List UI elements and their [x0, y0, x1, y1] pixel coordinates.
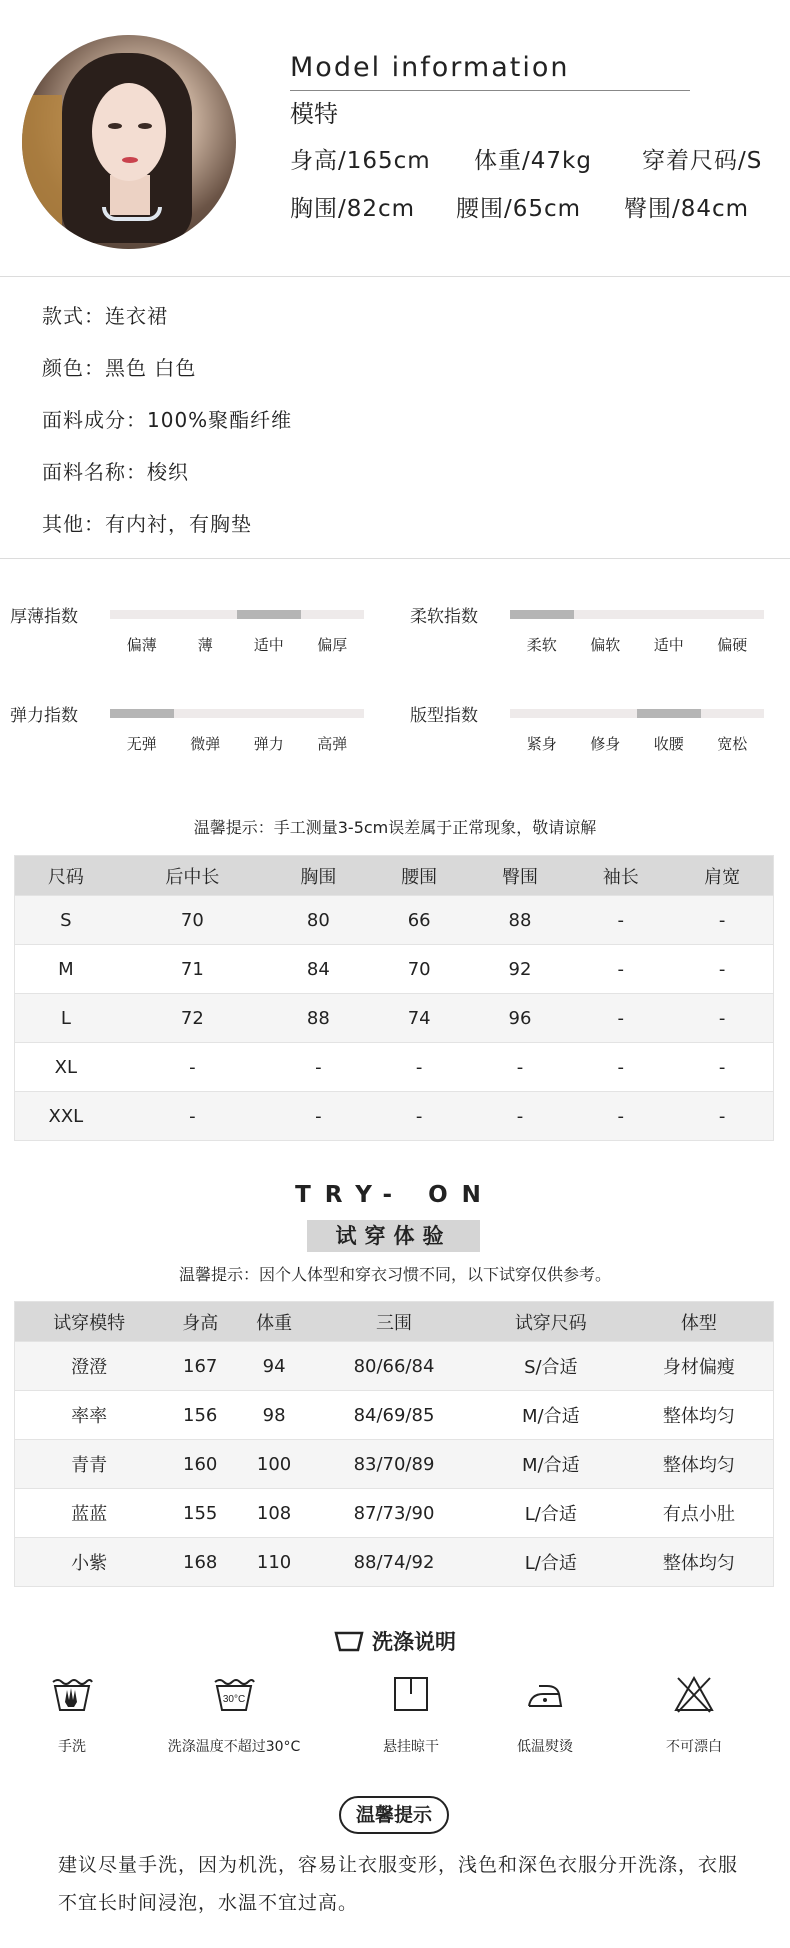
table-cell: - [570, 1043, 671, 1092]
size-note: 温馨提示：手工测量3-5cm误差属于正常现象，敬请谅解 [193, 818, 597, 837]
index-tick: 宽松 [717, 735, 748, 753]
table-row [15, 1538, 774, 1587]
model-photo [22, 35, 236, 249]
tips-text: 建议尽量手洗，因为机洗，容易让衣服变形，浅色和深色衣服分开洗涤，衣服不宜长时间浸泡，水温不宜过高。 [58, 1854, 739, 1914]
table-cell: M/合适 [477, 1440, 625, 1489]
table-cell: 72 [117, 994, 268, 1043]
table-cell: - [570, 896, 671, 945]
table-cell: 80/66/84 [311, 1342, 477, 1391]
index-level [110, 709, 174, 718]
table-cell: 小紫 [15, 1538, 164, 1587]
table-cell: - [470, 1043, 571, 1092]
index-tick: 柔软 [526, 636, 557, 654]
column-header: 胸围 [268, 856, 369, 896]
table-cell: - [570, 1092, 671, 1141]
wash-label-bleach: 不可漂白 [666, 1739, 722, 1755]
attr-fabric: 面料名称：梭织 [42, 460, 189, 484]
index-name: 柔软指数 [410, 607, 478, 627]
table-cell: - [117, 1043, 268, 1092]
table-cell: - [470, 1092, 571, 1141]
table-cell: 70 [117, 896, 268, 945]
index-3 [410, 701, 790, 781]
column-header: 臀围 [470, 856, 571, 896]
index-1 [410, 602, 790, 682]
column-header: 体重 [237, 1302, 311, 1342]
table-cell: 155 [163, 1489, 237, 1538]
wash-label-30: 洗涤温度不超过30°C [167, 1739, 301, 1755]
table-cell: S [15, 896, 117, 945]
table-cell: L/合适 [477, 1538, 625, 1587]
index-name: 版型指数 [410, 706, 478, 726]
index-tick: 偏薄 [126, 636, 157, 654]
table-row [15, 1391, 774, 1440]
table-cell: - [268, 1043, 369, 1092]
index-tick: 高弹 [317, 735, 348, 753]
model-stats-row-2 [290, 190, 749, 223]
table-cell: 整体均匀 [625, 1538, 774, 1587]
index-tick: 适中 [253, 636, 284, 654]
table-row [15, 896, 774, 945]
model-section [0, 0, 790, 276]
column-header: 后中长 [117, 856, 268, 896]
wash-item-30 [144, 1670, 324, 1756]
table-cell: 整体均匀 [625, 1391, 774, 1440]
table-cell: 80 [268, 896, 369, 945]
column-header: 身高 [163, 1302, 237, 1342]
model-size: 穿着尺码/S [642, 148, 763, 174]
attr-composition: 面料成分：100%聚酯纤维 [42, 408, 293, 432]
table-cell: 96 [470, 994, 571, 1043]
column-header: 肩宽 [671, 856, 773, 896]
attr-color: 颜色：黑色 白色 [42, 356, 197, 380]
table-cell: 66 [369, 896, 470, 945]
table-cell: 整体均匀 [625, 1440, 774, 1489]
table-cell: - [671, 1043, 773, 1092]
table-cell: XXL [15, 1092, 117, 1141]
model-info-title: Model information [290, 52, 570, 83]
table-cell: M/合适 [477, 1391, 625, 1440]
table-cell: 澄澄 [15, 1342, 164, 1391]
tips-title: 温馨提示 [339, 1796, 449, 1834]
table-row [15, 1092, 774, 1141]
wash-item-bleach [604, 1670, 784, 1756]
wash-30-icon-text: 30°C [222, 1694, 246, 1705]
table-cell: - [369, 1043, 470, 1092]
table-cell: - [671, 896, 773, 945]
table-cell: 88/74/92 [311, 1538, 477, 1587]
model-waist: 腰围/65cm [456, 196, 582, 222]
table-cell: L/合适 [477, 1489, 625, 1538]
table-cell: 92 [470, 945, 571, 994]
table-cell: XL [15, 1043, 117, 1092]
table-cell: 100 [237, 1440, 311, 1489]
table-cell: - [671, 1092, 773, 1141]
index-tick: 无弹 [126, 735, 157, 753]
washing-title [0, 1626, 790, 1657]
table-cell: 108 [237, 1489, 311, 1538]
wash-label-iron: 低温熨烫 [517, 1739, 573, 1755]
divider [0, 558, 790, 559]
table-cell: 青青 [15, 1440, 164, 1489]
model-info-subtitle: 模特 [290, 100, 338, 128]
index-0 [10, 602, 390, 682]
tryon-subtitle: 试穿体验 [307, 1220, 480, 1252]
index-tick: 微弹 [190, 735, 221, 753]
column-header: 腰围 [369, 856, 470, 896]
table-cell: 98 [237, 1391, 311, 1440]
table-cell: 身材偏瘦 [625, 1342, 774, 1391]
index-tick: 适中 [653, 636, 684, 654]
table-row [15, 1043, 774, 1092]
model-eye-left [108, 123, 122, 129]
wash-tub-icon [334, 1630, 364, 1657]
washing-title-text: 洗涤说明 [372, 1630, 456, 1654]
index-tick: 偏厚 [317, 636, 348, 654]
column-header: 袖长 [570, 856, 671, 896]
index-tick: 偏软 [590, 636, 621, 654]
table-row [15, 1440, 774, 1489]
table-cell: 84 [268, 945, 369, 994]
table-cell: 率率 [15, 1391, 164, 1440]
table-cell: 70 [369, 945, 470, 994]
tryon-table [14, 1301, 774, 1587]
index-tick: 修身 [590, 735, 621, 753]
column-header: 体型 [625, 1302, 774, 1342]
table-cell: 71 [117, 945, 268, 994]
table-row [15, 1489, 774, 1538]
table-cell: 蓝蓝 [15, 1489, 164, 1538]
wash-item-hand [0, 1670, 162, 1756]
table-cell: 94 [237, 1342, 311, 1391]
table-cell: 167 [163, 1342, 237, 1391]
index-tick: 薄 [197, 636, 213, 654]
model-title-underline [290, 90, 690, 91]
model-lips [122, 157, 138, 163]
column-header: 试穿模特 [15, 1302, 164, 1342]
wash-30-icon [144, 1670, 324, 1718]
model-hip: 臀围/84cm [624, 196, 750, 222]
size-table [14, 855, 774, 1141]
model-bust: 胸围/82cm [290, 196, 416, 222]
wash-label-hang: 悬挂晾干 [383, 1739, 439, 1755]
index-track [510, 709, 764, 718]
table-cell: S/合适 [477, 1342, 625, 1391]
attr-other: 其他：有内衬，有胸垫 [42, 512, 252, 536]
table-cell: 160 [163, 1440, 237, 1489]
table-cell: 83/70/89 [311, 1440, 477, 1489]
product-attributes [42, 300, 292, 560]
index-track [110, 610, 364, 619]
table-row [15, 945, 774, 994]
column-header: 三围 [311, 1302, 477, 1342]
attr-style: 款式：连衣裙 [42, 304, 168, 328]
table-cell: 110 [237, 1538, 311, 1587]
no-bleach-icon [604, 1670, 784, 1718]
table-cell: 74 [369, 994, 470, 1043]
hand-wash-icon [0, 1670, 162, 1718]
index-track [110, 709, 364, 718]
model-weight: 体重/47kg [474, 148, 592, 174]
index-level [237, 610, 301, 619]
table-cell: 88 [268, 994, 369, 1043]
background-frame [22, 95, 62, 245]
table-cell: 有点小肚 [625, 1489, 774, 1538]
divider [0, 276, 790, 277]
model-necklace [102, 207, 162, 221]
model-height: 身高/165cm [290, 148, 431, 174]
table-cell: 87/73/90 [311, 1489, 477, 1538]
table-cell: - [268, 1092, 369, 1141]
tryon-note: 温馨提示：因个人体型和穿衣习惯不同，以下试穿仅供参考。 [178, 1265, 611, 1284]
table-cell: - [570, 945, 671, 994]
index-tick: 偏硬 [717, 636, 748, 654]
table-cell: 84/69/85 [311, 1391, 477, 1440]
index-level [510, 610, 574, 619]
table-row [15, 994, 774, 1043]
model-stats-row-1 [290, 142, 762, 175]
table-cell: - [570, 994, 671, 1043]
table-cell: 88 [470, 896, 571, 945]
index-track [510, 610, 764, 619]
table-row [15, 1342, 774, 1391]
column-header: 试穿尺码 [477, 1302, 625, 1342]
column-header: 尺码 [15, 856, 117, 896]
wash-label-hand: 手洗 [58, 1739, 86, 1755]
index-tick: 紧身 [526, 735, 557, 753]
index-level [637, 709, 701, 718]
table-cell: - [117, 1092, 268, 1141]
index-2 [10, 701, 390, 781]
model-eye-right [138, 123, 152, 129]
table-cell: L [15, 994, 117, 1043]
model-face [92, 83, 166, 181]
table-cell: - [671, 945, 773, 994]
index-tick: 弹力 [253, 735, 284, 753]
table-cell: - [369, 1092, 470, 1141]
table-cell: - [671, 994, 773, 1043]
table-cell: M [15, 945, 117, 994]
index-tick: 收腰 [653, 735, 684, 753]
table-cell: 168 [163, 1538, 237, 1587]
index-name: 厚薄指数 [10, 607, 78, 627]
tryon-title: TRY- ON [295, 1182, 495, 1208]
table-cell: 156 [163, 1391, 237, 1440]
index-name: 弹力指数 [10, 706, 78, 726]
